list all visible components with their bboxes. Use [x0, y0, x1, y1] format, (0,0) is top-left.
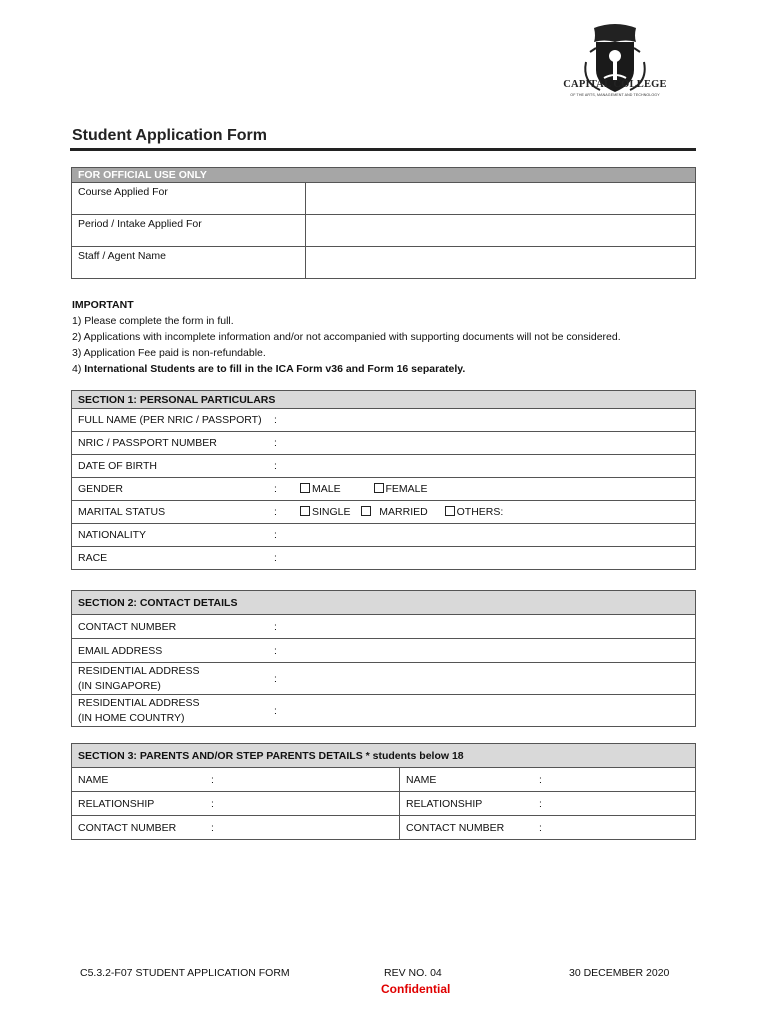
- contact-number-label: CONTACT NUMBER: [72, 615, 275, 639]
- parent2-name-field[interactable]: [553, 768, 696, 792]
- logo-tagline: OF THE ARTS, MANAGEMENT AND TECHNOLOGY: [570, 93, 660, 97]
- title-divider: [70, 148, 696, 151]
- gender-label: GENDER: [72, 478, 275, 501]
- parent1-name-field[interactable]: [225, 768, 400, 792]
- section3-table: SECTION 3: PARENTS AND/OR STEP PARENTS DETAILS * students below 18 NAME : NAME : RELATIONSHIP : RELATIONSHIP : CONTACT NUMBER : CONTACT NUMBER :: [71, 743, 696, 840]
- marital-single-option[interactable]: SINGLE: [300, 506, 351, 518]
- female-checkbox[interactable]: [374, 483, 384, 493]
- section3-header: SECTION 3: PARENTS AND/OR STEP PARENTS DETAILS * students below 18: [72, 744, 696, 768]
- period-intake-field[interactable]: [306, 215, 696, 247]
- college-crest-logo: [556, 22, 674, 104]
- gender-options: [294, 478, 696, 501]
- footer-form-code: C5.3.2-F07 STUDENT APPLICATION FORM: [80, 967, 290, 979]
- section1-table: SECTION 1: PERSONAL PARTICULARS FULL NAME (PER NRIC / PASSPORT) : NRIC / PASSPORT NUMBER : DATE OF BIRTH : GENDER : MALE FEMALE MARITAL STATUS : SINGLE MARRIED OTHERS: NATIONALITY : RACE :: [71, 390, 696, 570]
- nationality-field[interactable]: [294, 524, 696, 547]
- marital-others-option[interactable]: OTHERS:: [445, 506, 504, 518]
- email-label: EMAIL ADDRESS: [72, 639, 275, 663]
- footer-date: 30 DECEMBER 2020: [569, 967, 670, 979]
- male-checkbox[interactable]: [300, 483, 310, 493]
- important-item-3: 3) Application Fee paid is non-refundable.: [72, 347, 266, 359]
- section2-table: SECTION 2: CONTACT DETAILS CONTACT NUMBER : EMAIL ADDRESS : RESIDENTIAL ADDRESS (IN SINGAPORE) : RESIDENTIAL ADDRESS (IN HOME COUNTRY) :: [71, 590, 696, 727]
- footer-revision: REV NO. 04: [384, 967, 442, 979]
- address-sg-label: RESIDENTIAL ADDRESS (IN SINGAPORE): [72, 663, 275, 695]
- marital-married-option[interactable]: MARRIED: [361, 506, 427, 518]
- race-label: RACE: [72, 547, 275, 570]
- parent2-contact-field[interactable]: [553, 816, 696, 840]
- parent2-contact-label: CONTACT NUMBER: [400, 816, 540, 840]
- others-checkbox[interactable]: [445, 506, 455, 516]
- full-name-field[interactable]: [294, 409, 696, 432]
- full-name-label: FULL NAME (PER NRIC / PASSPORT): [72, 409, 275, 432]
- important-heading: IMPORTANT: [72, 299, 134, 311]
- official-use-header: FOR OFFICIAL USE ONLY: [72, 168, 696, 183]
- contact-number-field[interactable]: [294, 615, 696, 639]
- dob-field[interactable]: [294, 455, 696, 478]
- address-home-label: RESIDENTIAL ADDRESS (IN HOME COUNTRY): [72, 695, 275, 727]
- parent2-name-label: NAME: [400, 768, 540, 792]
- married-checkbox[interactable]: [361, 506, 371, 516]
- parent1-relationship-label: RELATIONSHIP: [72, 792, 212, 816]
- staff-agent-label: Staff / Agent Name: [72, 247, 306, 279]
- logo-college-name: CAPITAL COLLEGE: [563, 79, 667, 90]
- course-applied-field[interactable]: [306, 183, 696, 215]
- important-item-1: 1) Please complete the form in full.: [72, 315, 234, 327]
- marital-status-label: MARITAL STATUS: [72, 501, 275, 524]
- important-item-4: 4) International Students are to fill in the ICA Form v36 and Form 16 separately.: [72, 363, 466, 375]
- official-use-table: [71, 167, 696, 279]
- nric-label: NRIC / PASSPORT NUMBER: [72, 432, 275, 455]
- gender-female-option[interactable]: FEMALE: [374, 483, 428, 495]
- section1-header: SECTION 1: PERSONAL PARTICULARS: [72, 391, 696, 409]
- race-field[interactable]: [294, 547, 696, 570]
- address-home-field[interactable]: [294, 695, 696, 727]
- parent1-name-label: NAME: [72, 768, 212, 792]
- address-sg-field[interactable]: [294, 663, 696, 695]
- nationality-label: NATIONALITY: [72, 524, 275, 547]
- important-item-2: 2) Applications with incomplete information and/or not accompanied with supporting documents will not be considered.: [72, 331, 621, 343]
- marital-options: [294, 501, 696, 524]
- parent1-relationship-field[interactable]: [225, 792, 400, 816]
- gender-male-option[interactable]: MALE: [300, 483, 341, 495]
- email-field[interactable]: [294, 639, 696, 663]
- parent2-relationship-field[interactable]: [553, 792, 696, 816]
- nric-field[interactable]: [294, 432, 696, 455]
- confidential-label: Confidential: [381, 982, 451, 996]
- parent2-relationship-label: RELATIONSHIP: [400, 792, 540, 816]
- dob-label: DATE OF BIRTH: [72, 455, 275, 478]
- period-intake-label: Period / Intake Applied For: [72, 215, 306, 247]
- section2-header: SECTION 2: CONTACT DETAILS: [72, 591, 696, 615]
- parent1-contact-label: CONTACT NUMBER: [72, 816, 212, 840]
- staff-agent-field[interactable]: [306, 247, 696, 279]
- single-checkbox[interactable]: [300, 506, 310, 516]
- course-applied-label: Course Applied For: [72, 183, 306, 215]
- page-title: Student Application Form: [72, 127, 267, 144]
- important-notes: [72, 297, 621, 377]
- parent1-contact-field[interactable]: [225, 816, 400, 840]
